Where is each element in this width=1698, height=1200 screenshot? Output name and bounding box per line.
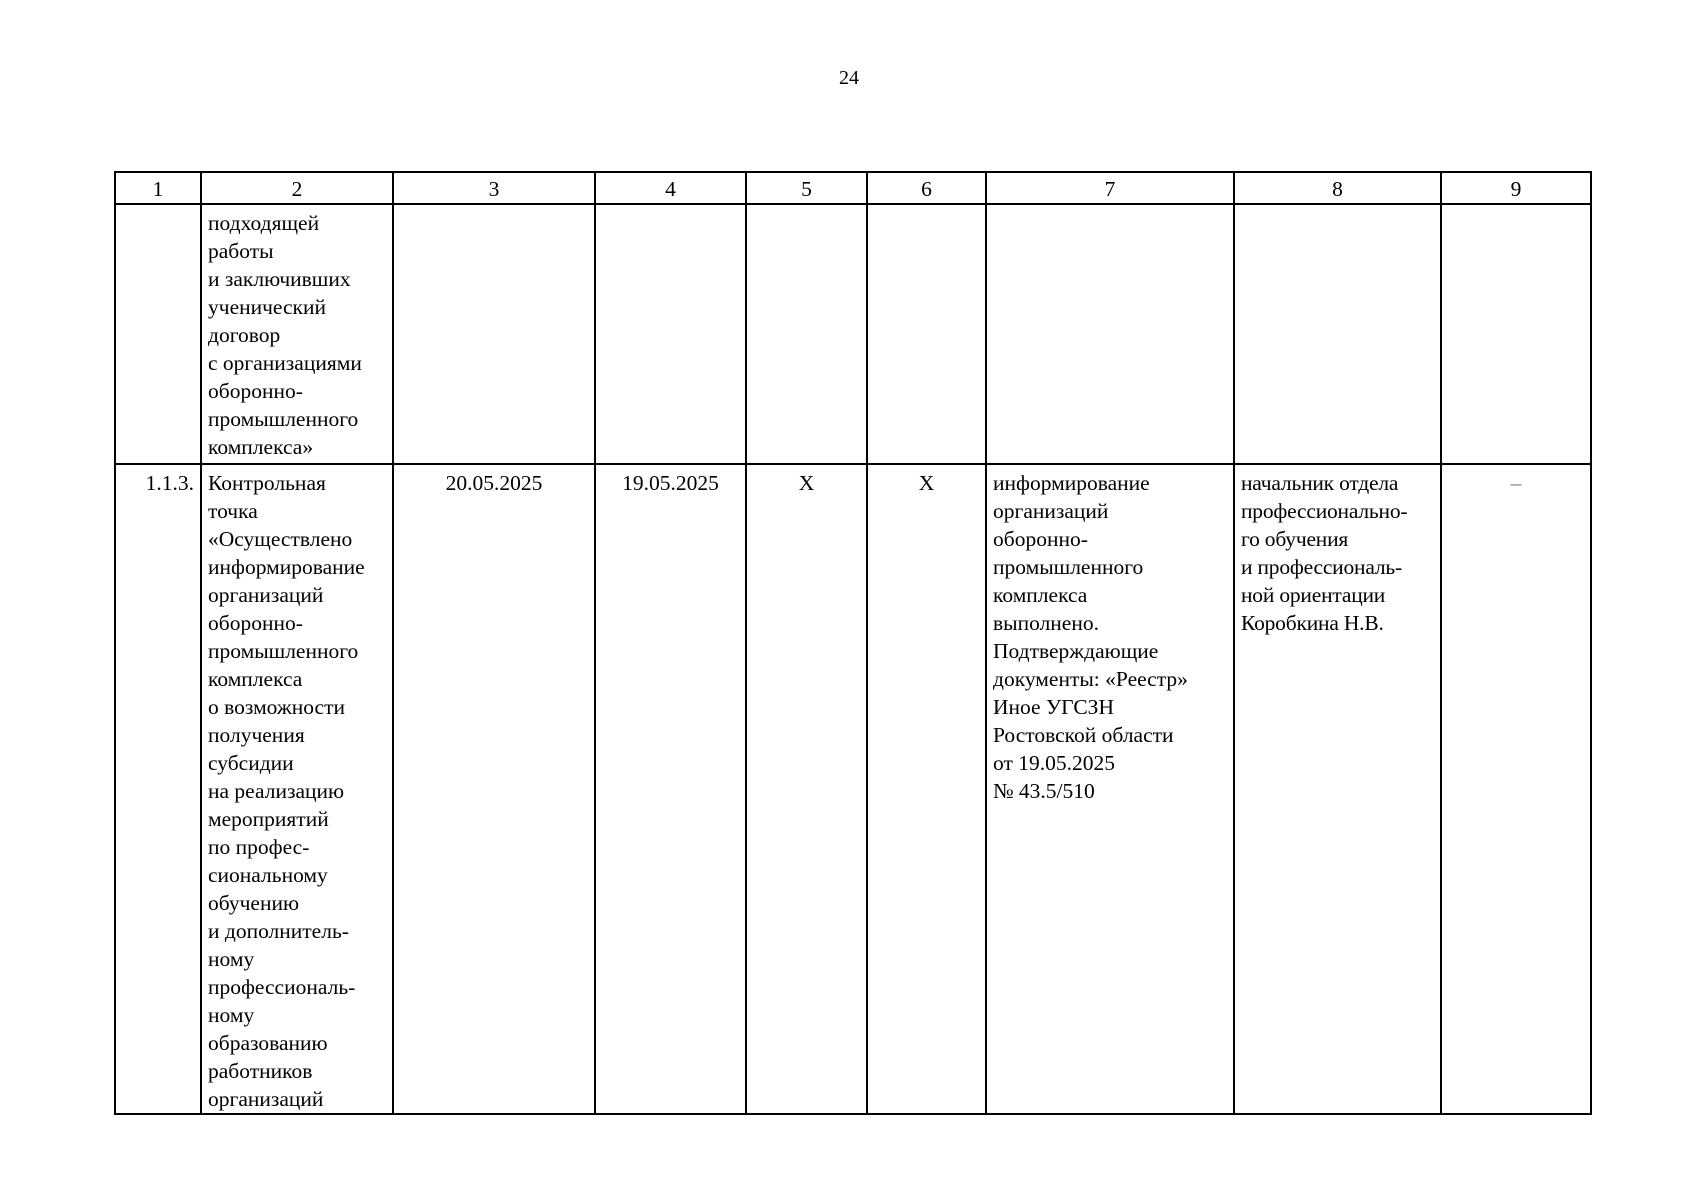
col5-cell: X	[746, 464, 867, 1114]
col6-cell: X	[867, 464, 986, 1114]
planned-date-cell	[393, 204, 595, 464]
col5-cell	[746, 204, 867, 464]
col9-cell	[1441, 204, 1591, 464]
header-col-5: 5	[746, 172, 867, 204]
responsible-cell: начальник отдела профессионально- го обучения и профессиональ- ной ориентации Коробкина Н.В.	[1234, 464, 1441, 1114]
actual-date-cell	[595, 204, 746, 464]
header-col-7: 7	[986, 172, 1234, 204]
responsible-cell	[1234, 204, 1441, 464]
planned-date-cell: 20.05.2025	[393, 464, 595, 1114]
result-cell	[986, 204, 1234, 464]
header-col-3: 3	[393, 172, 595, 204]
header-row	[115, 172, 1591, 204]
row-number-cell: 1.1.3.	[115, 464, 201, 1114]
header-col-1: 1	[115, 172, 201, 204]
table-header	[115, 172, 1591, 204]
table-row	[115, 464, 1591, 1114]
actual-date-cell: 19.05.2025	[595, 464, 746, 1114]
description-cell: подходящей работы и заключивших ученический договор с организациями оборонно- промышленного комплекса»	[201, 204, 393, 464]
result-cell: информирование организаций оборонно- промышленного комплекса выполнено. Подтверждающие документы: «Реестр» Иное УГСЗН Ростовской области от 19.05.2025 № 43.5/510	[986, 464, 1234, 1114]
header-col-8: 8	[1234, 172, 1441, 204]
col9-cell: –	[1441, 464, 1591, 1114]
header-col-2: 2	[201, 172, 393, 204]
header-col-6: 6	[867, 172, 986, 204]
page-number: 24	[839, 67, 859, 89]
table-body	[115, 204, 1591, 1114]
col6-cell	[867, 204, 986, 464]
header-col-9: 9	[1441, 172, 1591, 204]
row-number-cell	[115, 204, 201, 464]
description-cell: Контрольная точка «Осуществлено информирование организаций оборонно- промышленного комплекса о возможности получения субсидии на реализацию мероприятий по профес- сиональному обучению и дополнитель- ному профессиональ- ному образованию работников организаций	[201, 464, 393, 1114]
table-row	[115, 204, 1591, 464]
header-col-4: 4	[595, 172, 746, 204]
document-table	[114, 171, 1592, 1115]
